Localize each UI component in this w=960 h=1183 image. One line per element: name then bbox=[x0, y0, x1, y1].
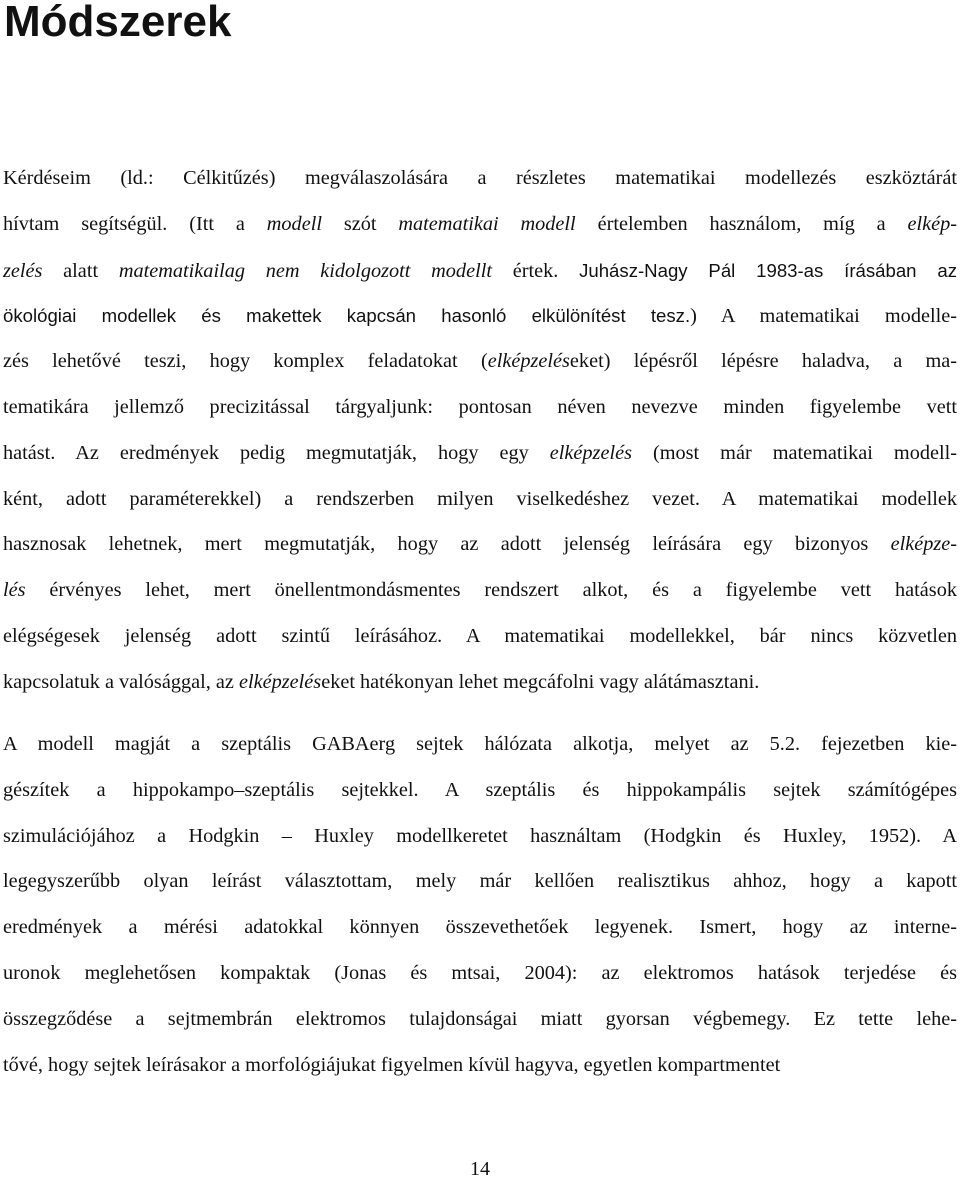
text-run: értelemben használom, míg a bbox=[575, 212, 908, 235]
text-line bbox=[3, 293, 957, 339]
text-line bbox=[3, 951, 957, 997]
italic-term: matematikailag nem kidolgozott modellt bbox=[118, 259, 492, 282]
text-run: eredmények a mérési adatokkal könnyen összevethetőek legyenek. Ismert, hogy az interne- bbox=[3, 916, 957, 939]
text-line bbox=[3, 905, 957, 951]
text-line bbox=[3, 1043, 957, 1089]
text-run: Kérdéseim (ld.: Célkitűzés) megválaszolására a részletes matematikai modellezés eszköztárát bbox=[3, 167, 957, 189]
text-run: hívtam segítségül. (Itt a bbox=[3, 212, 267, 235]
text-line bbox=[3, 339, 957, 385]
text-run: A modell magját a szeptális GABAerg sejtek hálózata alkotja, melyet az 5.2. fejezetben kie- bbox=[3, 733, 957, 755]
text-run: tematikára jellemző precizitással tárgyaljunk: pontosan néven nevezve minden figyelembe vett bbox=[3, 395, 957, 418]
italic-term: elképzelés bbox=[487, 350, 570, 373]
text-line bbox=[3, 997, 957, 1043]
paragraph-model bbox=[3, 722, 957, 1088]
text-run: uronok meglehetősen kompaktak (Jonas és mtsai, 2004): az elektromos hatások terjedése és bbox=[3, 961, 957, 984]
text-run: eket) lépésről lépésre haladva, a ma- bbox=[569, 350, 957, 373]
italic-term: elképzelés bbox=[549, 441, 632, 464]
italic-term: modell bbox=[266, 212, 322, 235]
text-line bbox=[3, 385, 957, 431]
text-run: érvényes lehet, mert önellentmondásmentes rendszert alkot, és a figyelembe vett hatások bbox=[25, 579, 957, 602]
text-run: értek. bbox=[491, 259, 580, 282]
text-run: hatást. Az eredmények pedig megmutatják, hogy egy bbox=[3, 441, 550, 464]
text-line bbox=[3, 477, 957, 523]
text-run: eket hatékonyan lehet megcáfolni vagy alátámasztani. bbox=[321, 670, 760, 693]
italic-term: matematikai modell bbox=[398, 212, 576, 235]
sans-run: ökológiai modellek és makettek kapcsán hasonló elkülönítést tesz. bbox=[3, 305, 691, 327]
text-run: (most már matematikai modell- bbox=[632, 441, 957, 464]
text-run: összegződése a sejtmembrán elektromos tulajdonságai miatt gyorsan végbemegy. Ez tette lehe- bbox=[3, 1007, 957, 1030]
section-title: Módszerek bbox=[4, 0, 232, 46]
text-run: legegyszerűbb olyan leírást választottam, mely már kellően realisztikus ahhoz, hogy a kapott bbox=[3, 870, 957, 893]
text-line bbox=[3, 722, 957, 768]
text-run: gészítek a hippokampo–szeptális sejtekkel. A szeptális és hippokampális sejtek számítógépes bbox=[3, 778, 957, 801]
italic-term: elképzelés bbox=[238, 670, 322, 693]
sans-run: Juhász-Nagy Pál 1983-as írásában az bbox=[579, 259, 957, 281]
text-run: kapcsolatuk a valósággal, az bbox=[3, 670, 239, 693]
text-line bbox=[3, 859, 957, 905]
text-run: szimulációjához a Hodgkin – Huxley modellkeretet használtam (Hodgkin és Huxley, 1952). A bbox=[3, 824, 957, 847]
text-run: zés lehetővé teszi, hogy komplex feladatokat ( bbox=[3, 350, 488, 373]
text-line bbox=[3, 768, 957, 814]
text-run: ként, adott paraméterekkel) a rendszerben milyen viselkedéshez vezet. A matematikai modellek bbox=[3, 487, 957, 510]
text-run: ) A matematikai modelle- bbox=[690, 305, 957, 328]
text-line bbox=[3, 202, 957, 248]
text-run: hasznosak lehetnek, mert megmutatják, hogy az adott jelenség leírására egy bizonyos bbox=[3, 533, 891, 556]
text-line bbox=[3, 814, 957, 860]
italic-term: zelés bbox=[3, 259, 43, 282]
text-run: szót bbox=[321, 212, 399, 235]
text-line bbox=[3, 568, 957, 614]
page-number: 14 bbox=[470, 1158, 490, 1180]
text-line bbox=[3, 660, 957, 706]
italic-term: lés bbox=[3, 579, 26, 602]
text-run: alatt bbox=[42, 259, 119, 282]
paragraph-intro bbox=[3, 156, 957, 706]
text-line bbox=[3, 431, 957, 477]
text-line bbox=[3, 522, 957, 568]
text-run: elégségesek jelenség adott szintű leírásához. A matematikai modellekkel, bár nincs közvetlen bbox=[3, 624, 957, 647]
text-line bbox=[3, 248, 957, 294]
italic-term: elkép- bbox=[907, 212, 958, 235]
italic-term: elképze- bbox=[890, 533, 957, 556]
text-line bbox=[3, 156, 957, 202]
text-line bbox=[3, 614, 957, 660]
text-run: tővé, hogy sejtek leírásakor a morfológiájukat figyelmen kívül hagyva, egyetlen kompartmentet bbox=[3, 1053, 781, 1076]
